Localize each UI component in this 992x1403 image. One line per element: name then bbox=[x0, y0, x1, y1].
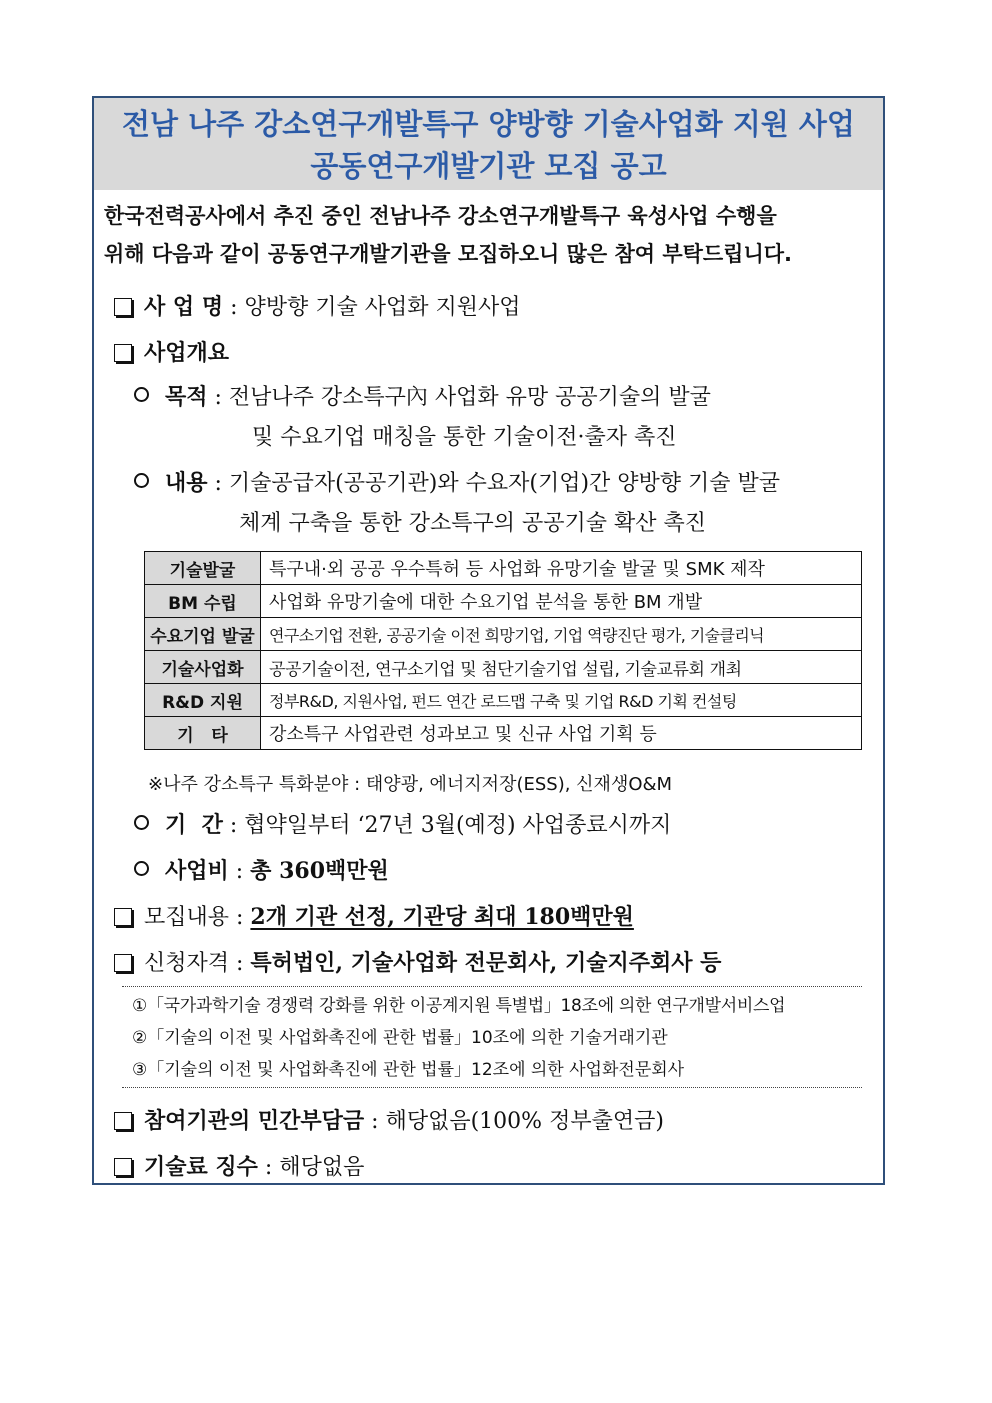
table-row bbox=[145, 684, 862, 717]
tech-table bbox=[144, 551, 862, 750]
budget-value: 총 360백만원 bbox=[250, 858, 389, 884]
intro-line-1: 한국전력공사에서 추진 중인 전남나주 강소연구개발특구 육성사업 수행을 bbox=[104, 204, 777, 228]
tech-fee-label: 기술료 징수 bbox=[144, 1154, 258, 1180]
content-line-2: 체계 구축을 통한 강소특구의 공공기술 확산 촉진 bbox=[239, 511, 707, 536]
content-sep: : bbox=[207, 471, 229, 496]
table-key: 기술발굴 bbox=[145, 552, 261, 585]
tech-fee-value: 해당없음 bbox=[279, 1155, 365, 1180]
content-row bbox=[134, 466, 780, 497]
table-row bbox=[145, 717, 862, 750]
recruit-label: 모집내용 bbox=[144, 905, 230, 930]
private-burden-row bbox=[114, 1104, 664, 1135]
recruit-value: 2개 기관 선정, 기관당 최대 180백만원 bbox=[250, 904, 634, 930]
period-row bbox=[134, 808, 671, 839]
budget-row bbox=[134, 854, 389, 885]
private-burden-label: 참여기관의 민간부담금 bbox=[144, 1108, 365, 1134]
circle-bullet-icon bbox=[134, 815, 149, 830]
purpose-line-1: 전남나주 강소특구內 사업화 유망 공공기술의 발굴 bbox=[228, 385, 711, 410]
checkbox-square-icon bbox=[114, 1158, 132, 1176]
tech-fee-row bbox=[114, 1150, 364, 1181]
purpose-label: 목적 bbox=[165, 384, 208, 410]
content-label: 내용 bbox=[165, 470, 208, 496]
table-key: BM 수립 bbox=[145, 585, 261, 618]
table-row bbox=[145, 585, 862, 618]
project-name-value: 양방향 기술 사업화 지원사업 bbox=[244, 295, 521, 320]
period-sep: : bbox=[222, 813, 245, 838]
table-value: 공공기술이전, 연구소기업 및 첨단기술기업 설립, 기술교류회 개최 bbox=[261, 651, 862, 684]
purpose-row bbox=[134, 380, 711, 411]
eligibility-sep: : bbox=[229, 951, 251, 976]
title-line-1: 전남 나주 강소연구개발특구 양방향 기술사업화 지원 사업 bbox=[122, 107, 855, 141]
checkbox-square-icon bbox=[114, 908, 132, 926]
purpose-line-2: 및 수요기업 매칭을 통한 기술이전·출자 촉진 bbox=[252, 425, 677, 450]
content-line-1: 기술공급자(공공기관)와 수요자(기업)간 양방향 기술 발굴 bbox=[228, 471, 781, 496]
title-line-2: 공동연구개발기관 모집 공고 bbox=[310, 149, 667, 183]
project-name-sep: : bbox=[223, 295, 245, 320]
table-key: 기 타 bbox=[145, 717, 261, 750]
eligibility-value: 특허법인, 기술사업화 전문회사, 기술지주회사 등 bbox=[250, 950, 722, 976]
overview-row bbox=[114, 336, 229, 367]
private-burden-value: 해당없음(100% 정부출연금) bbox=[385, 1109, 664, 1134]
specialization-note: ※나주 강소특구 특화분야 : 태양광, 에너지저장(ESS), 신재생O&M bbox=[148, 774, 673, 795]
legal-basis-list bbox=[122, 986, 862, 1088]
project-name-label: 사 업 명 bbox=[144, 294, 224, 320]
table-value: 강소특구 사업관련 성과보고 및 신규 사업 기획 등 bbox=[261, 717, 862, 750]
checkbox-square-icon bbox=[114, 1112, 132, 1130]
legal-item: ②「기술의 이전 및 사업화촉진에 관한 법률」10조에 의한 기술거래기관 bbox=[132, 1028, 668, 1048]
recruit-sep: : bbox=[229, 905, 251, 930]
legal-item: ①「국가과학기술 경쟁력 강화를 위한 이공계지원 특별법」18조에 의한 연구개발서비스업 bbox=[132, 996, 786, 1016]
table-key: 수요기업 발굴 bbox=[145, 618, 261, 651]
table-row bbox=[145, 651, 862, 684]
circle-bullet-icon bbox=[134, 473, 149, 488]
period-value: 협약일부터 ‘27년 3월(예정) 사업종료시까지 bbox=[244, 813, 672, 838]
circle-bullet-icon bbox=[134, 387, 149, 402]
checkbox-square-icon bbox=[114, 298, 132, 316]
table-key: R&D 지원 bbox=[145, 684, 261, 717]
period-label: 기 간 bbox=[165, 812, 223, 838]
eligibility-label: 신청자격 bbox=[144, 951, 230, 976]
legal-item: ③「기술의 이전 및 사업화촉진에 관한 법률」12조에 의한 사업화전문회사 bbox=[132, 1060, 685, 1080]
circle-bullet-icon bbox=[134, 861, 149, 876]
table-row bbox=[145, 552, 862, 585]
table-value: 사업화 유망기술에 대한 수요기업 분석을 통한 BM 개발 bbox=[261, 585, 862, 618]
private-burden-sep: : bbox=[364, 1109, 386, 1134]
tech-fee-sep: : bbox=[257, 1155, 280, 1180]
table-key: 기술사업화 bbox=[145, 651, 261, 684]
table-value: 연구소기업 전환, 공공기술 이전 희망기업, 기업 역량진단 평가, 기술클리닉 bbox=[261, 618, 862, 651]
intro-line-2: 위해 다음과 같이 공동연구개발기관을 모집하오니 많은 참여 부탁드립니다. bbox=[104, 242, 793, 266]
eligibility-row bbox=[114, 946, 721, 977]
budget-label: 사업비 bbox=[165, 858, 229, 884]
announcement-frame bbox=[92, 96, 885, 1185]
checkbox-square-icon bbox=[114, 954, 132, 972]
table-value: 특구내·외 공공 우수특허 등 사업화 유망기술 발굴 및 SMK 제작 bbox=[261, 552, 862, 585]
table-row bbox=[145, 618, 862, 651]
checkbox-square-icon bbox=[114, 344, 132, 362]
purpose-sep: : bbox=[207, 385, 229, 410]
table-value: 정부R&D, 지원사업, 펀드 연간 로드맵 구축 및 기업 R&D 기획 컨설팅 bbox=[261, 684, 862, 717]
title-band bbox=[94, 98, 883, 190]
recruit-row bbox=[114, 900, 634, 931]
overview-label: 사업개요 bbox=[144, 340, 230, 366]
project-name-row bbox=[114, 290, 521, 321]
budget-sep: : bbox=[228, 859, 251, 884]
